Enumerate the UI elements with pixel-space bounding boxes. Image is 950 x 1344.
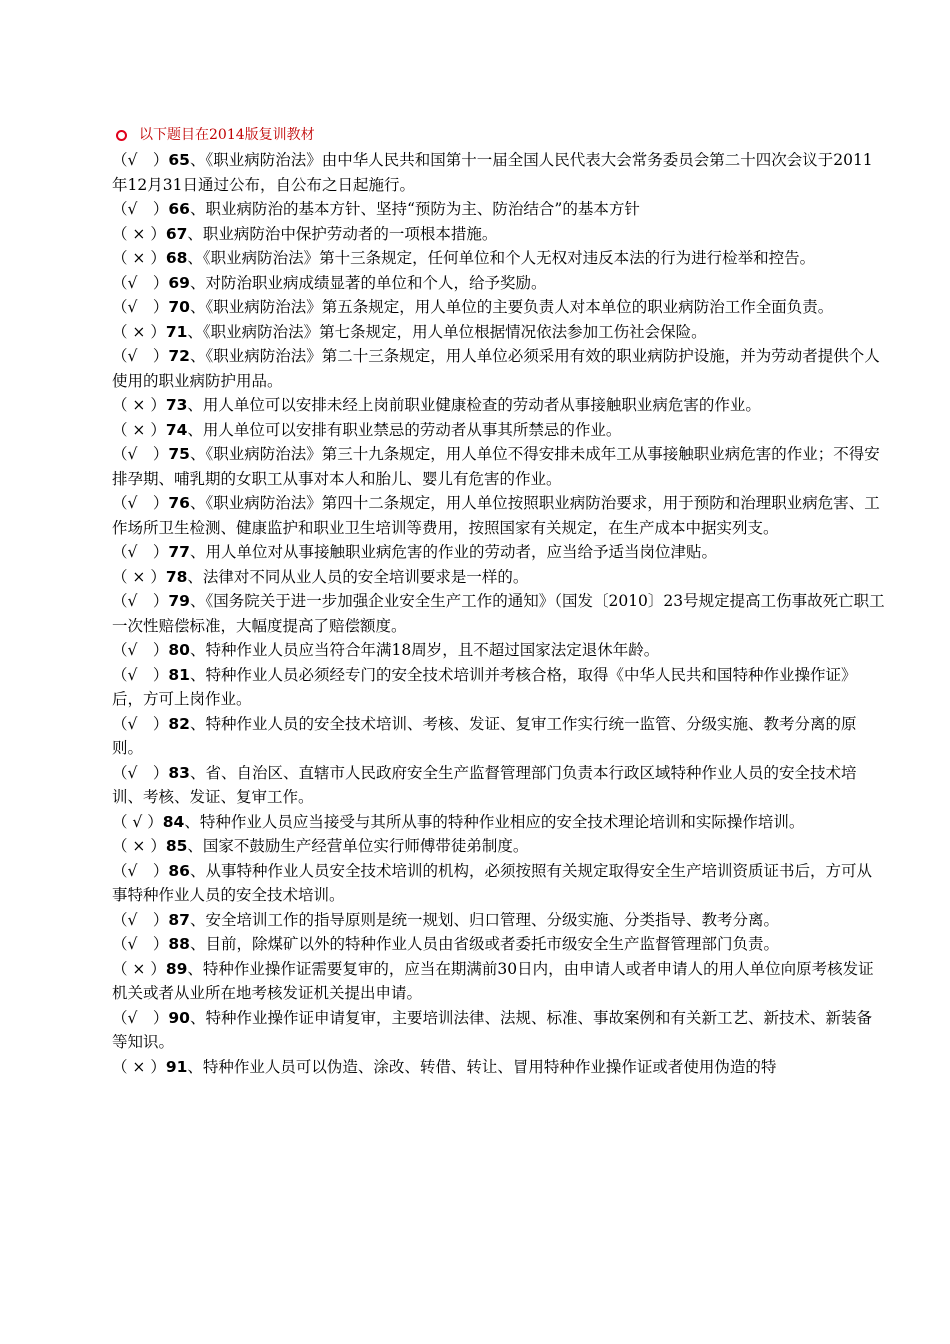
answer-mark: （√ ） xyxy=(112,151,169,169)
question-number: 78 xyxy=(165,567,188,586)
question-number: 77 xyxy=(168,543,190,561)
question-item xyxy=(112,271,886,296)
question-list xyxy=(112,148,886,1079)
question-text: 、特种作业人员的安全技术培训、考核、发证、复审工作实行统一监管、分级实施、教考分离的原则。 xyxy=(112,714,857,757)
question-item xyxy=(112,148,886,197)
question-text: 、省、自治区、直辖市人民政府安全生产监督管理部门负责本行政区域特种作业人员的安全技术培训、考核、发证、复审工作。 xyxy=(112,763,857,806)
question-item xyxy=(112,295,886,320)
question-number: 80 xyxy=(168,641,190,659)
question-text: 、职业病防治的基本方针、坚持“预防为主、防治结合”的基本方针 xyxy=(189,200,640,218)
question-item xyxy=(112,810,886,835)
question-item xyxy=(112,393,886,418)
question-text: 、特种作业操作证申请复审，主要培训法律、法规、标准、事故案例和有关新工艺、新技术、新装备等知识。 xyxy=(112,1008,872,1051)
answer-mark: （ × ） xyxy=(112,249,166,267)
question-text: 、用人单位对从事接触职业病危害的作业的劳动者，应当给予适当岗位津贴。 xyxy=(189,543,717,561)
answer-mark: （ × ） xyxy=(112,1057,166,1076)
answer-mark: （√ ） xyxy=(112,910,169,929)
question-text: 、特种作业人员必须经专门的安全技术培训并考核合格，取得《中华人民共和国特种作业操作证》后，方可上岗作业。 xyxy=(112,665,857,708)
question-number: 83 xyxy=(168,763,190,782)
answer-mark: （√ ） xyxy=(112,445,169,463)
question-number: 73 xyxy=(165,396,188,414)
question-number: 67 xyxy=(165,224,188,243)
question-number: 66 xyxy=(168,200,190,218)
question-item xyxy=(112,589,886,638)
question-item xyxy=(112,197,886,222)
answer-mark: （√ ） xyxy=(112,641,169,659)
question-text: 、《国务院关于进一步加强企业安全生产工作的通知》（国发〔2010〕23号规定提高工伤事故死亡职工一次性赔偿标准，大幅度提高了赔偿额度。 xyxy=(112,592,885,635)
question-number: 88 xyxy=(168,935,190,953)
answer-mark: （√ ） xyxy=(112,347,169,365)
question-text: 、国家不鼓励生产经营单位实行师傅带徒弟制度。 xyxy=(187,837,529,855)
bullet-circle-icon xyxy=(116,130,127,141)
question-item xyxy=(112,663,886,712)
question-text: 、目前，除煤矿以外的特种作业人员由省级或者委托市级安全生产监督管理部门负责。 xyxy=(189,935,779,953)
question-number: 72 xyxy=(168,347,190,365)
question-item xyxy=(112,1055,886,1080)
question-text: 、安全培训工作的指导原则是统一规划、归口管理、分级实施、分类指导、教考分离。 xyxy=(189,910,779,929)
question-text: 、《职业病防治法》第七条规定，用人单位根据情况依法参加工伤社会保险。 xyxy=(187,322,707,341)
question-text: 、特种作业人员应当符合年满18周岁，且不超过国家法定退休年龄。 xyxy=(189,641,660,659)
question-item xyxy=(112,638,886,663)
question-text: 、特种作业人员可以伪造、涂改、转借、转让、冒用特种作业操作证或者使用伪造的特 xyxy=(187,1057,777,1076)
question-number: 85 xyxy=(165,837,188,855)
question-item xyxy=(112,222,886,247)
question-item xyxy=(112,932,886,957)
question-item xyxy=(112,712,886,761)
question-number: 74 xyxy=(165,420,188,439)
answer-mark: （√ ） xyxy=(112,298,169,316)
question-number: 71 xyxy=(165,322,188,341)
answer-mark: （√ ） xyxy=(112,543,169,561)
question-item xyxy=(112,859,886,908)
answer-mark: （√ ） xyxy=(112,494,169,512)
answer-mark: （ × ） xyxy=(112,396,166,414)
question-text: 、法律对不同从业人员的安全培训要求是一样的。 xyxy=(187,567,529,586)
question-number: 70 xyxy=(168,298,190,316)
answer-mark: （√ ） xyxy=(112,592,169,610)
question-item xyxy=(112,442,886,491)
question-text: 、《职业病防治法》第二十三条规定，用人单位必须采用有效的职业病防护设施，并为劳动者提供个人使用的职业病防护用品。 xyxy=(112,347,880,390)
heading-text: 以下题目在2014版复训教材 xyxy=(139,127,315,143)
question-item xyxy=(112,491,886,540)
question-text: 、从事特种作业人员安全技术培训的机构，必须按照有关规定取得安全生产培训资质证书后，方可从事特种作业人员的安全技术培训。 xyxy=(112,861,872,904)
question-text: 、用人单位可以安排未经上岗前职业健康检查的劳动者从事接触职业病危害的作业。 xyxy=(187,396,761,414)
question-text: 、特种作业操作证需要复审的，应当在期满前30日内，由申请人或者申请人的用人单位向原考核发证机关或者从业所在地考核发证机关提出申请。 xyxy=(112,959,874,1002)
question-item xyxy=(112,540,886,565)
question-text: 、职业病防治中保护劳动者的一项根本措施。 xyxy=(187,224,498,243)
question-text: 、对防治职业病成绩显著的单位和个人，给予奖励。 xyxy=(189,273,547,292)
answer-mark: （ × ） xyxy=(112,322,166,341)
answer-mark: （√ ） xyxy=(112,273,169,292)
question-number: 86 xyxy=(168,861,190,880)
document-page xyxy=(112,124,886,1079)
question-number: 90 xyxy=(168,1008,190,1027)
answer-mark: （√ ） xyxy=(112,200,169,218)
question-number: 76 xyxy=(168,494,190,512)
question-item xyxy=(112,246,886,271)
question-number: 75 xyxy=(168,445,190,463)
question-number: 79 xyxy=(168,592,190,610)
question-item xyxy=(112,418,886,443)
question-item xyxy=(112,761,886,810)
question-number: 65 xyxy=(168,151,190,169)
question-text: 、《职业病防治法》第十三条规定，任何单位和个人无权对违反本法的行为进行检举和控告。 xyxy=(187,249,816,267)
question-text: 、《职业病防治法》第四十二条规定，用人单位按照职业病防治要求，用于预防和治理职业病危害、工作场所卫生检测、健康监护和职业卫生培训等费用，按照国家有关规定，在生产成本中据实列支。 xyxy=(112,494,880,537)
question-text: 、《职业病防治法》第三十九条规定，用人单位不得安排未成年工从事接触职业病危害的作业；不得安排孕期、哺乳期的女职工从事对本人和胎儿、婴儿有危害的作业。 xyxy=(112,445,880,488)
question-number: 87 xyxy=(168,910,190,929)
answer-mark: （ × ） xyxy=(112,567,166,586)
section-heading xyxy=(112,124,886,146)
answer-mark: （√ ） xyxy=(112,1008,169,1027)
question-item xyxy=(112,344,886,393)
question-item xyxy=(112,320,886,345)
question-number: 69 xyxy=(168,273,190,292)
answer-mark: （√ ） xyxy=(112,714,169,733)
question-item xyxy=(112,957,886,1006)
answer-mark: （ √ ） xyxy=(112,812,163,831)
question-number: 68 xyxy=(165,249,188,267)
answer-mark: （ × ） xyxy=(112,837,166,855)
question-number: 91 xyxy=(165,1057,188,1076)
question-item xyxy=(112,834,886,859)
question-text: 、《职业病防治法》第五条规定，用人单位的主要负责人对本单位的职业病防治工作全面负责。 xyxy=(189,298,834,316)
answer-mark: （√ ） xyxy=(112,861,169,880)
question-number: 81 xyxy=(168,665,190,684)
answer-mark: （ × ） xyxy=(112,959,166,978)
question-text: 、特种作业人员应当接受与其所从事的特种作业相应的安全技术理论培训和实际操作培训。 xyxy=(184,812,805,831)
question-number: 89 xyxy=(165,959,188,978)
question-item xyxy=(112,565,886,590)
answer-mark: （√ ） xyxy=(112,935,169,953)
question-item xyxy=(112,908,886,933)
question-text: 、《职业病防治法》由中华人民共和国第十一届全国人民代表大会常务委员会第二十四次会议于2011年12月31日通过公布，自公布之日起施行。 xyxy=(112,151,873,194)
answer-mark: （√ ） xyxy=(112,665,169,684)
question-text: 、用人单位可以安排有职业禁忌的劳动者从事其所禁忌的作业。 xyxy=(187,420,622,439)
answer-mark: （ × ） xyxy=(112,420,166,439)
answer-mark: （√ ） xyxy=(112,763,169,782)
question-number: 84 xyxy=(162,812,185,831)
answer-mark: （ × ） xyxy=(112,224,166,243)
question-number: 82 xyxy=(168,714,190,733)
question-item xyxy=(112,1006,886,1055)
